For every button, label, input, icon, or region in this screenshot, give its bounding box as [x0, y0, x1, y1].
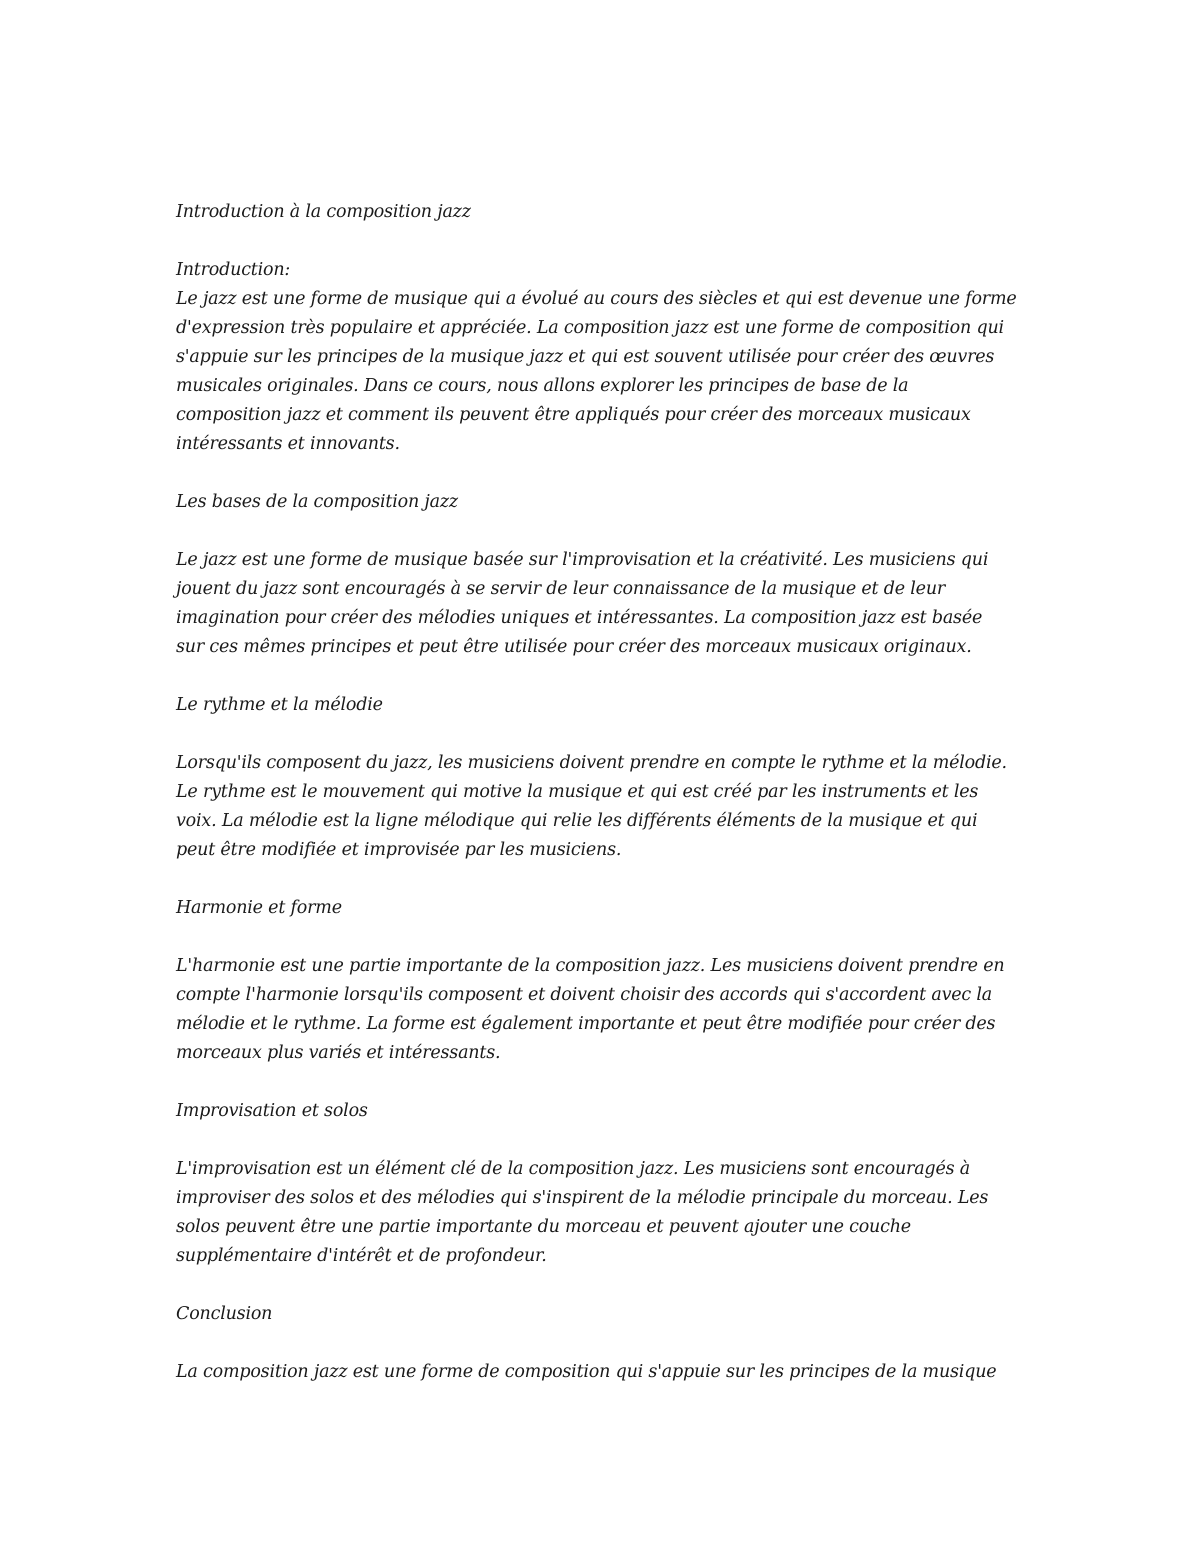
paragraph-line: peut être modifiée et improvisée par les musiciens.: [176, 840, 622, 860]
paragraph-line: La composition jazz est une forme de composition qui s'appuie sur les principes de la musique: [176, 1362, 997, 1382]
spacer: [176, 865, 1036, 894]
intro-line: Le jazz est une forme de musique qui a évolué au cours des siècles et qui est devenue une forme: [176, 289, 1017, 309]
spacer: [176, 1271, 1036, 1300]
section-heading-harmonie: Harmonie et forme: [176, 898, 342, 918]
paragraph-line: mélodie et le rythme. La forme est également importante et peut être modifiée pour créer des: [176, 1014, 996, 1034]
spacer: [176, 1126, 1036, 1155]
paragraph-line: voix. La mélodie est la ligne mélodique qui relie les différents éléments de la musique et qui: [176, 811, 978, 831]
paragraph-line: Le rythme est le mouvement qui motive la musique et qui est créé par les instruments et les: [176, 782, 979, 802]
intro-line: musicales originales. Dans ce cours, nous allons explorer les principes de base de la: [176, 376, 909, 396]
paragraph-line: compte l'harmonie lorsqu'ils composent et doivent choisir des accords qui s'accordent avec la: [176, 985, 992, 1005]
intro-line: composition jazz et comment ils peuvent être appliqués pour créer des morceaux musicaux: [176, 405, 971, 425]
section-heading-conclusion: Conclusion: [176, 1304, 273, 1324]
intro-line: d'expression très populaire et appréciée. La composition jazz est une forme de composition qui: [176, 318, 1004, 338]
paragraph-line: solos peuvent être une partie importante du morceau et peuvent ajouter une couche: [176, 1217, 911, 1237]
intro-line: s'appuie sur les principes de la musique jazz et qui est souvent utilisée pour créer des œuvres: [176, 347, 995, 367]
intro-line: intéressants et innovants.: [176, 434, 400, 454]
paragraph-line: jouent du jazz sont encouragés à se servir de leur connaissance de la musique et de leur: [176, 579, 946, 599]
paragraph-line: L'improvisation est un élément clé de la composition jazz. Les musiciens sont encouragés à: [176, 1159, 970, 1179]
paragraph-line: supplémentaire d'intérêt et de profondeur.: [176, 1246, 547, 1266]
spacer: [176, 517, 1036, 546]
paragraph-line: Lorsqu'ils composent du jazz, les musiciens doivent prendre en compte le rythme et la mélodie.: [176, 753, 1007, 773]
paragraph-line: Le jazz est une forme de musique basée sur l'improvisation et la créativité. Les musiciens qui: [176, 550, 989, 570]
section-heading-improvisation: Improvisation et solos: [176, 1101, 368, 1121]
spacer: [176, 923, 1036, 952]
document-title: Introduction à la composition jazz: [176, 202, 471, 222]
section-heading-rythme: Le rythme et la mélodie: [176, 695, 383, 715]
spacer: [176, 720, 1036, 749]
intro-heading: Introduction:: [176, 260, 291, 280]
spacer: [176, 459, 1036, 488]
spacer: [176, 1068, 1036, 1097]
document-body: [176, 198, 1036, 1387]
paragraph-line: imagination pour créer des mélodies uniques et intéressantes. La composition jazz est basée: [176, 608, 983, 628]
spacer: [176, 1329, 1036, 1358]
paragraph-line: L'harmonie est une partie importante de la composition jazz. Les musiciens doivent prendre en: [176, 956, 1005, 976]
paragraph-line: morceaux plus variés et intéressants.: [176, 1043, 501, 1063]
paragraph-line: sur ces mêmes principes et peut être utilisée pour créer des morceaux musicaux originaux.: [176, 637, 972, 657]
spacer: [176, 227, 1036, 256]
paragraph-line: improviser des solos et des mélodies qui s'inspirent de la mélodie principale du morceau. Les: [176, 1188, 989, 1208]
spacer: [176, 662, 1036, 691]
section-heading-bases: Les bases de la composition jazz: [176, 492, 458, 512]
